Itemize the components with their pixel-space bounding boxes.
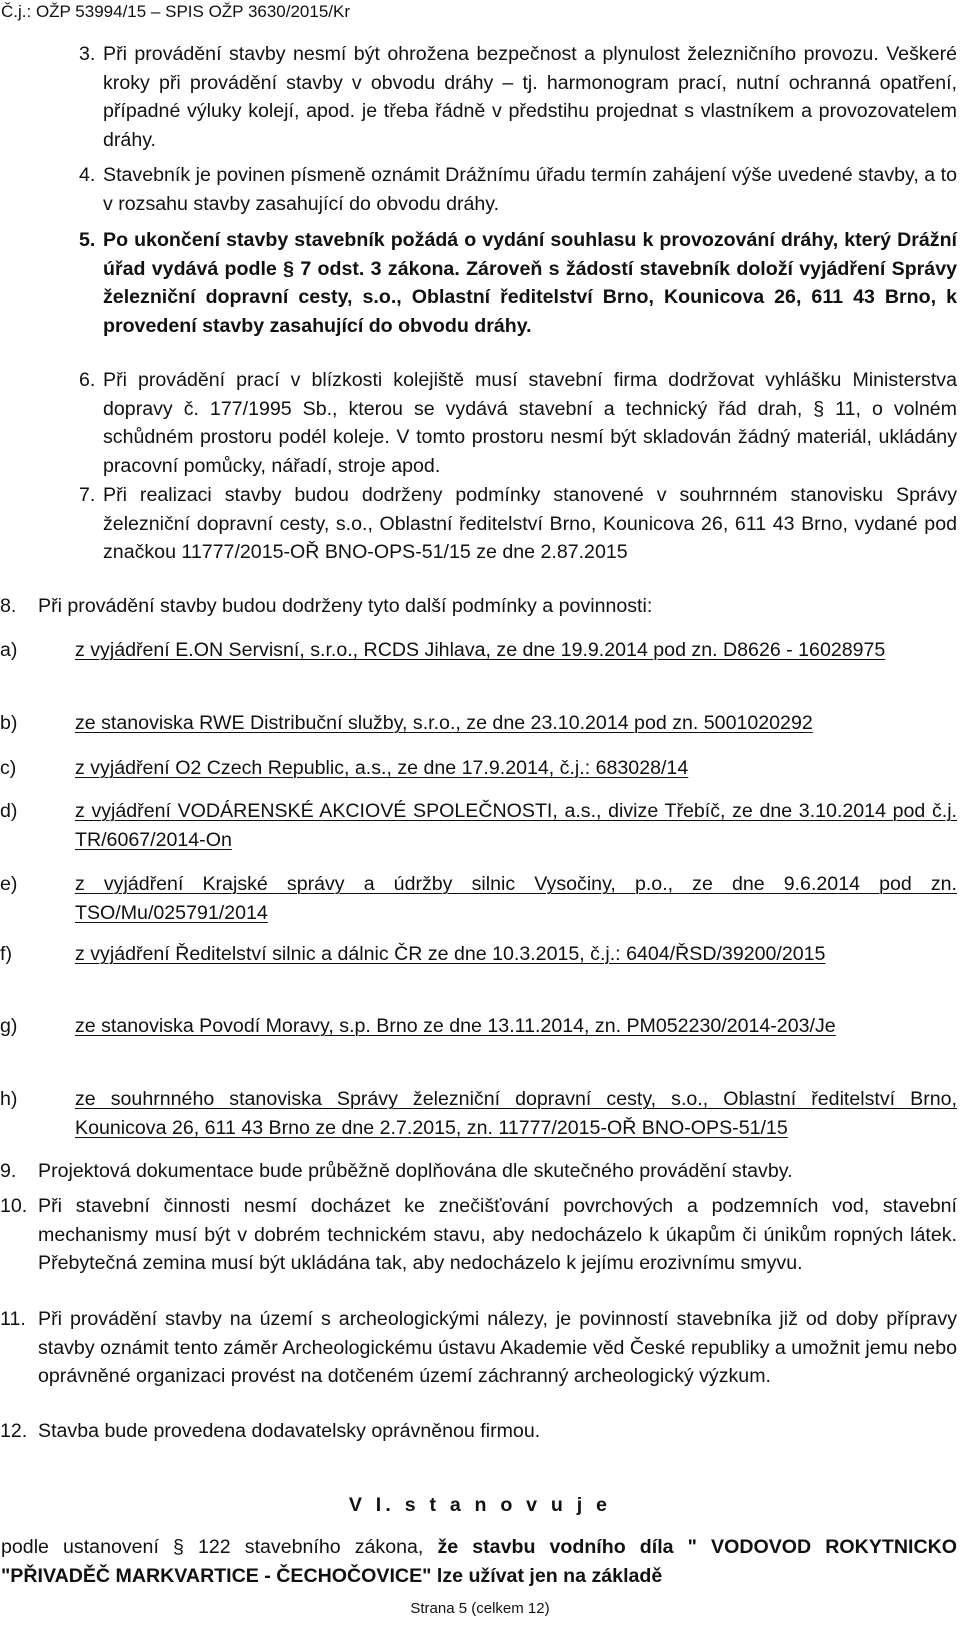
condition-10 bbox=[0, 1192, 957, 1278]
condition-text: Při realizaci stavby budou dodrženy podmínky stanovené v souhrnném stanovisku Správy železniční dopravní cesty, s.o., Oblastní ředitelství Brno, Kounicova 26, 611 43 Brno, vydané pod značkou 11777/2015-OŘ BNO-OPS-51/15 ze dne 2.87.2015 bbox=[103, 484, 957, 564]
condition-text: Při provádění stavby na území s archeologickými nálezy, je povinností stavebníka již od doby přípravy stavby oznámit tento záměr Archeologickému ústavu Akademie věd České republiky a umožnit jemu nebo oprávněné organizaci provést na dotčeném území záchranný archeologický výzkum. bbox=[38, 1308, 957, 1388]
subcondition-g bbox=[0, 1012, 957, 1041]
condition-number: 11. bbox=[0, 1308, 26, 1330]
decision-paragraph bbox=[1, 1533, 957, 1590]
subcondition-text: z vyjádření VODÁRENSKÉ AKCIOVÉ SPOLEČNOSTI, a.s., divize Třebíč, ze dne 3.10.2014 pod č.j. TR/6067/2014-On bbox=[75, 800, 957, 851]
condition-number: 3. bbox=[79, 43, 96, 65]
condition-3 bbox=[79, 40, 957, 154]
condition-number: 7. bbox=[79, 484, 96, 506]
condition-number: 12. bbox=[0, 1420, 28, 1442]
subcondition-h bbox=[0, 1085, 957, 1142]
condition-text: Projektová dokumentace bude průběžně doplňována dle skutečného provádění stavby. bbox=[38, 1160, 793, 1182]
subcondition-text: z vyjádření Ředitelství silnic a dálnic ČR ze dne 10.3.2015, č.j.: 6404/ŘSD/39200/2015 bbox=[75, 943, 826, 965]
subcondition-label: b) bbox=[0, 712, 18, 734]
condition-text: Při provádění prací v blízkosti kolejiště musí stavební firma dodržovat vyhlášku Ministerstva dopravy č. 177/1995 Sb., kterou se vydává stavební a technický řád drah, § 11, o volném schůdném prostoru podél koleje. V tomto prostoru nesmí být skladován žádný materiál, ukládány pracovní pomůcky, nářadí, stroje apod. bbox=[103, 369, 957, 477]
condition-9 bbox=[0, 1157, 957, 1186]
condition-number: 6. bbox=[79, 369, 96, 391]
condition-number: 10. bbox=[0, 1195, 28, 1217]
condition-text: Při stavební činnosti nesmí docházet ke znečišťování povrchových a podzemních vod, stavební mechanismy musí být v dobrém technickém stavu, aby nedocházelo k úkapům či únikům ropných látek. Přebytečná zemina musí být ukládána tak, aby nedocházelo k jejímu erozivnímu smyvu. bbox=[38, 1195, 957, 1275]
subcondition-text: ze souhrnného stanoviska Správy železniční dopravní cesty, s.o., Oblastní ředitelství Brno, Kounicova 26, 611 43 Brno ze dne 2.7.2015, zn. 11777/2015-OŘ BNO-OPS-51/15 bbox=[75, 1088, 957, 1139]
subcondition-text: ze stanoviska Povodí Moravy, s.p. Brno ze dne 13.11.2014, zn. PM052230/2014-203/Je bbox=[75, 1015, 836, 1037]
subcondition-text: z vyjádření Krajské správy a údržby silnic Vysočiny, p.o., ze dne 9.6.2014 pod zn. TSO/Mu/025791/2014 bbox=[75, 873, 957, 924]
decision-bold-text: že stavbu vodního díla " VODOVOD ROKYTNICKO "PŘIVADĚČ MARKVARTICE - ČECHOČOVICE" lze užívat jen na základě bbox=[1, 1536, 957, 1587]
subcondition-e bbox=[0, 870, 957, 927]
condition-number: 8. bbox=[0, 595, 17, 617]
condition-number: 4. bbox=[79, 164, 96, 186]
condition-text: Při provádění stavby nesmí být ohrožena bezpečnost a plynulost železničního provozu. Veškeré kroky při provádění stavby v obvodu dráhy – tj. harmonogram prací, nutní ochranná opatření, případné výluky kolejí, apod. je třeba řádně v předstihu projednat s vlastníkem a provozovatelem dráhy. bbox=[103, 43, 957, 151]
subcondition-text: ze stanoviska RWE Distribuční služby, s.r.o., ze dne 23.10.2014 pod zn. 5001020292 bbox=[75, 712, 813, 734]
condition-text: Stavebník je povinen písmeně oznámit Drážnímu úřadu termín zahájení výše uvedené stavby, a to v rozsahu stavby zasahující do obvodu dráhy. bbox=[103, 164, 957, 215]
subcondition-text: z vyjádření E.ON Servisní, s.r.o., RCDS Jihlava, ze dne 19.9.2014 pod zn. D8626 - 16028975 bbox=[75, 639, 886, 661]
subcondition-label: g) bbox=[0, 1015, 18, 1037]
condition-text: Stavba bude provedena dodavatelsky oprávněnou firmou. bbox=[38, 1420, 541, 1442]
page-number: Strana 5 (celkem 12) bbox=[410, 1600, 550, 1617]
condition-6 bbox=[79, 366, 957, 480]
subcondition-label: h) bbox=[0, 1088, 18, 1110]
subcondition-label: d) bbox=[0, 800, 18, 822]
subcondition-label: e) bbox=[0, 873, 18, 895]
condition-12 bbox=[0, 1417, 957, 1446]
subcondition-d bbox=[0, 797, 957, 854]
section-heading: V I. s t a n o v u j e bbox=[348, 1494, 612, 1516]
condition-text: Při provádění stavby budou dodrženy tyto další podmínky a povinnosti: bbox=[38, 595, 653, 617]
decision-text: podle ustanovení § 122 stavebního zákona, bbox=[1, 1536, 438, 1558]
condition-number: 5. bbox=[79, 229, 96, 251]
subcondition-label: a) bbox=[0, 639, 18, 661]
condition-11 bbox=[0, 1305, 957, 1391]
condition-5 bbox=[79, 226, 957, 340]
subcondition-label: f) bbox=[0, 943, 12, 965]
document-reference: Č.j.: OŽP 53994/15 – SPIS OŽP 3630/2015/Kr bbox=[1, 2, 351, 21]
condition-text: Po ukončení stavby stavebník požádá o vydání souhlasu k provozování dráhy, který Drážní úřad vydává podle § 7 odst. 3 zákona. Zároveň s žádostí stavebník doloží vyjádření Správy železniční dopravní cesty, s.o., Oblastní ředitelství Brno, Kounicova 26, 611 43 Brno, k provedení stavby zasahující do obvodu dráhy. bbox=[103, 229, 957, 337]
subcondition-c bbox=[0, 754, 957, 783]
subcondition-label: c) bbox=[0, 757, 17, 779]
subcondition-a bbox=[0, 636, 957, 665]
subcondition-f bbox=[0, 940, 957, 969]
condition-8 bbox=[0, 592, 957, 621]
subcondition-b bbox=[0, 709, 957, 738]
condition-7 bbox=[79, 481, 957, 567]
subcondition-text: z vyjádření O2 Czech Republic, a.s., ze dne 17.9.2014, č.j.: 683028/14 bbox=[75, 757, 689, 779]
condition-number: 9. bbox=[0, 1160, 17, 1182]
condition-4 bbox=[79, 161, 957, 218]
